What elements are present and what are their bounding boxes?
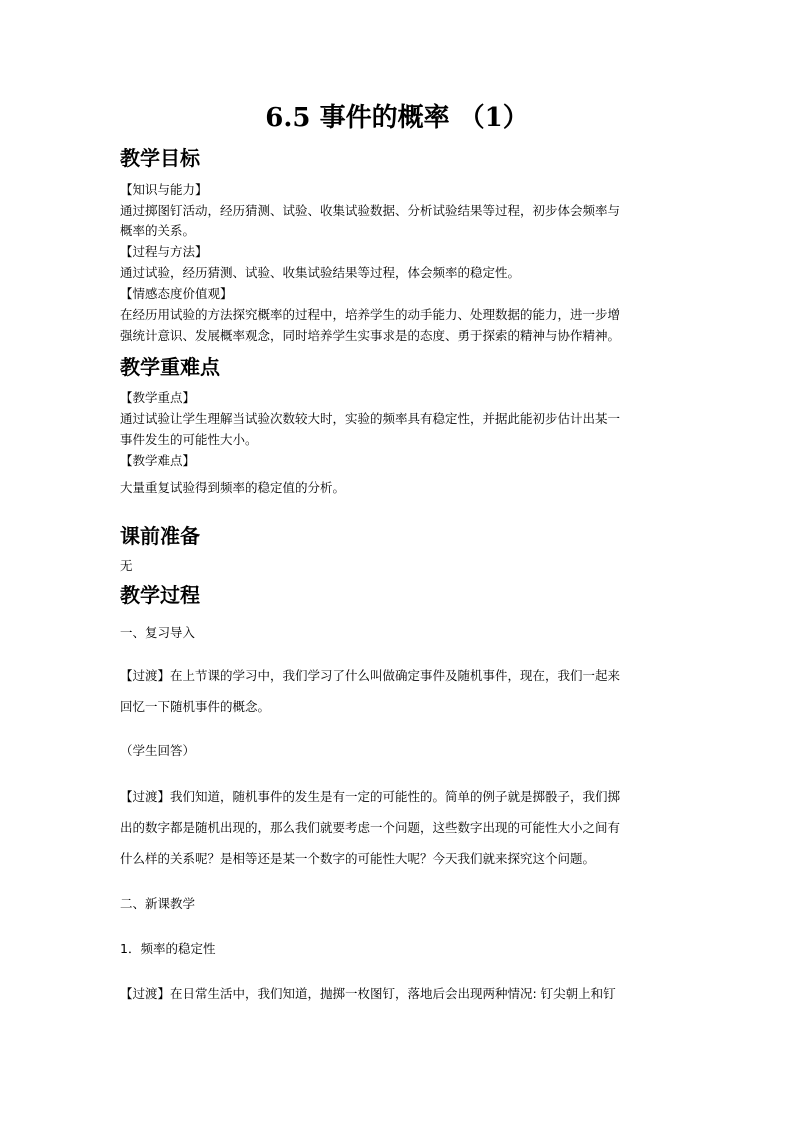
heading-objectives: 教学目标: [120, 146, 200, 170]
text-attitude-line-1: 在经历用试验的方法探究概率的过程中，培养学生的动手能力、处理数据的能力，进一步增: [120, 307, 621, 322]
text-transition1-line-2: 回忆一下随机事件的概念。: [120, 699, 271, 714]
text-preparation: 无: [120, 558, 133, 573]
text-transition2-line-1: 【过渡】我们知道，随机事件的发生是有一定的可能性的。简单的例子就是掷骰子，我们掷: [120, 789, 621, 804]
label-knowledge: 【知识与能力】: [120, 182, 208, 197]
text-focus-line-1: 通过试验让学生理解当试验次数较大时，实验的频率具有稳定性，并据此能初步估计出某一: [120, 411, 621, 426]
label-difficulty: 【教学难点】: [120, 453, 196, 468]
text-subsection1-title: 1．频率的稳定性: [120, 941, 216, 956]
text-transition2-line-2: 出的数字都是随机出现的，那么我们就要考虑一个问题，这些数字出现的可能性大小之间有: [120, 820, 621, 835]
label-process-method: 【过程与方法】: [120, 244, 208, 259]
label-attitude: 【情感态度价值观】: [120, 286, 233, 301]
text-transition2-line-3: 什么样的关系呢？是相等还是某一个数字的可能性大呢？今天我们就来探究这个问题。: [120, 851, 596, 866]
text-transition1-line-1: 【过渡】在上节课的学习中，我们学习了什么叫做确定事件及随机事件，现在，我们一起来: [120, 668, 621, 683]
text-focus-line-2: 事件发生的可能性大小。: [120, 432, 258, 447]
text-process-method-line-1: 通过试验，经历猜测、试验、收集试验结果等过程，体会频率的稳定性。: [120, 265, 521, 280]
text-student-answer: （学生回答）: [120, 743, 196, 758]
text-part1-title: 一、复习导入: [120, 625, 196, 640]
heading-preparation: 课前准备: [120, 524, 200, 548]
document-title: 6.5 事件的概率 （1）: [265, 103, 529, 133]
text-attitude-line-2: 强统计意识、发展概率观念，同时培养学生实事求是的态度、勇于探索的精神与协作精神。: [120, 328, 621, 343]
text-knowledge-line-1: 通过掷图钉活动，经历猜测、试验、收集试验数据、分析试验结果等过程，初步体会频率与: [120, 203, 621, 218]
text-difficulty-line-1: 大量重复试验得到频率的稳定值的分析。: [120, 480, 346, 495]
heading-key-points: 教学重难点: [120, 355, 220, 379]
text-transition3-line-1: 【过渡】在日常生活中，我们知道，抛掷一枚图钉，落地后会出现两种情况: 钉尖朝上和钉: [120, 986, 616, 1001]
text-knowledge-line-2: 概率的关系。: [120, 223, 196, 238]
heading-process: 教学过程: [120, 583, 200, 607]
label-focus: 【教学重点】: [120, 390, 196, 405]
text-part2-title: 二、新课教学: [120, 896, 196, 911]
